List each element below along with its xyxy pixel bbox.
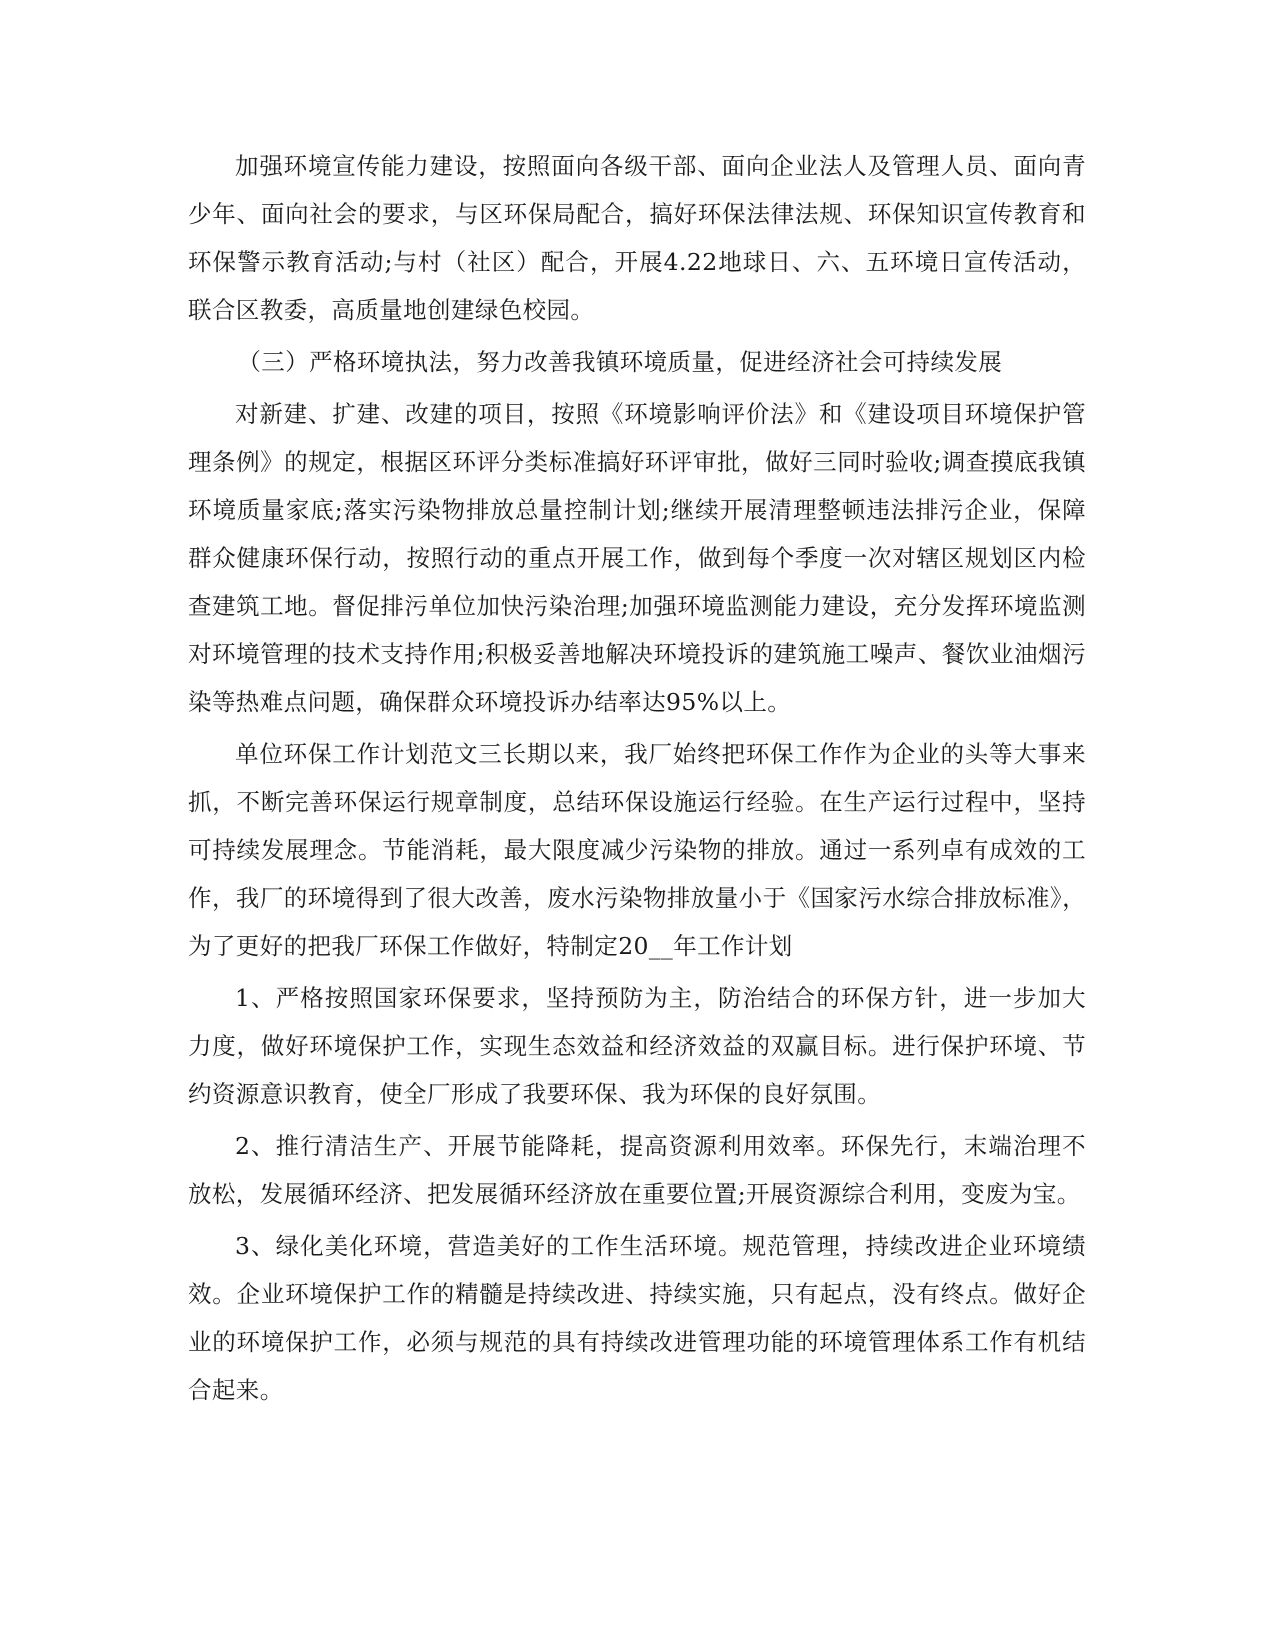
section-heading-strict-enforcement: （三）严格环境执法，努力改善我镇环境质量，促进经济社会可持续发展 bbox=[237, 348, 1003, 376]
paragraph-environment-publicity: 加强环境宣传能力建设，按照面向各级干部、面向企业法人及管理人员、面向青少年、面向社会的要求，与区环保局配合，搞好环保法律法规、环保知识宣传教育和环保警示教育活动;与村（社区）配合，开展4.22地球日、六、五环境日宣传活动，联合区教委，高质量地创建绿色校园。 bbox=[188, 152, 1086, 324]
document-body bbox=[188, 142, 1086, 1418]
paragraph-plan-intro: 单位环保工作计划范文三长期以来，我厂始终把环保工作作为企业的头等大事来抓，不断完善环保运行规章制度，总结环保设施运行经验。在生产运行过程中，坚持可持续发展理念。节能消耗，最大限度减少污染物的排放。通过一系列卓有成效的工作，我厂的环境得到了很大改善，废水污染物排放量小于《国家污水综合排放标准》，为了更好的把我厂环保工作做好，特制定20__年工作计划 bbox=[188, 740, 1086, 960]
paragraph-project-approval: 对新建、扩建、改建的项目，按照《环境影响评价法》和《建设项目环境保护管理条例》的规定，根据区环评分类标准搞好环评审批，做好三同时验收;调查摸底我镇环境质量家底;落实污染物排放总量控制计划;继续开展清理整顿违法排污企业，保障群众健康环保行动，按照行动的重点开展工作，做到每个季度一次对辖区规划区内检查建筑工地。督促排污单位加快污染治理;加强环境监测能力建设，充分发挥环境监测对环境管理的技术支持作用;积极妥善地解决环境投诉的建筑施工噪声、餐饮业油烟污染等热难点问题，确保群众环境投诉办结率达95%以上。 bbox=[188, 400, 1086, 716]
paragraph-item-3: 3、绿化美化环境，营造美好的工作生活环境。规范管理，持续改进企业环境绩效。企业环境保护工作的精髓是持续改进、持续实施，只有起点，没有终点。做好企业的环境保护工作，必须与规范的具有持续改进管理功能的环境管理体系工作有机结合起来。 bbox=[188, 1232, 1086, 1404]
paragraph-item-2: 2、推行清洁生产、开展节能降耗，提高资源利用效率。环保先行，末端治理不放松，发展循环经济、把发展循环经济放在重要位置;开展资源综合利用，变废为宝。 bbox=[188, 1132, 1086, 1208]
paragraph-item-1: 1、严格按照国家环保要求，坚持预防为主，防治结合的环保方针，进一步加大力度，做好环境保护工作，实现生态效益和经济效益的双赢目标。进行保护环境、节约资源意识教育，使全厂形成了我要环保、我为环保的良好氛围。 bbox=[188, 984, 1086, 1108]
